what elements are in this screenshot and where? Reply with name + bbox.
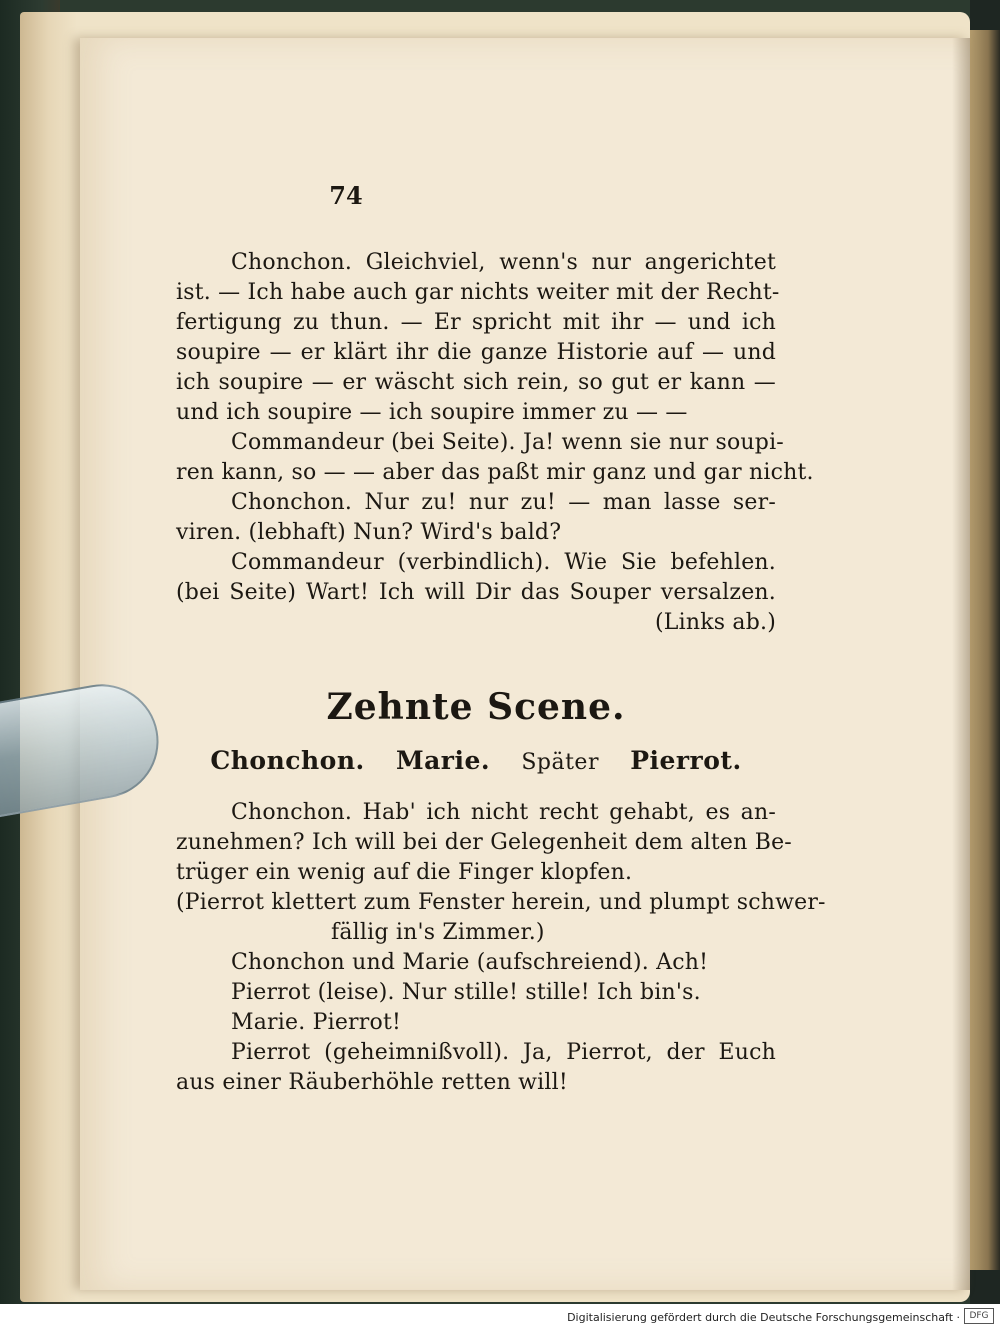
book-spine [970,30,1000,1270]
character-chonchon: Chonchon. [210,746,365,775]
character-pierrot: Pierrot. [630,746,742,775]
text-line-13: Chonchon. Hab' ich nicht recht gehabt, es an- [231,800,776,825]
footer-bar [0,1304,1000,1329]
text-line-4: soupire — er klärt ihr die ganze Historie auf — und [176,340,776,365]
text-line-11: Commandeur (verbindlich). Wie Sie befehlen. [231,550,776,575]
text-line-8: ren kann, so — — aber das paßt mir ganz und gar nicht. [176,460,814,485]
text-line-5: ich soupire — er wäscht sich rein, so gut er kann — [176,370,776,395]
text-line-6: und ich soupire — ich soupire immer zu — — [176,400,688,425]
text-line-14: zunehmen? Ich will bei der Gelegenheit dem alten Be- [176,830,792,855]
character-marie: Marie. [395,746,491,775]
stage-direction-exit: (Links ab.) [655,610,776,635]
text-line-20: Marie. Pierrot! [231,1010,402,1035]
text-line-2: ist. — Ich habe auch gar nichts weiter mit der Recht- [176,280,780,305]
text-line-7: Commandeur (bei Seite). Ja! wenn sie nur soupi- [231,430,784,455]
scene-heading: Zehnte Scene. [326,686,626,728]
text-line-19: Pierrot (leise). Nur stille! stille! Ich bin's. [231,980,701,1005]
later-label: Später [521,750,599,775]
scene-characters [176,746,776,775]
text-line-16: (Pierrot klettert zum Fenster herein, und plumpt schwer- [176,890,826,915]
text-line-12: (bei Seite) Wart! Ich will Dir das Souper versalzen. [176,580,776,605]
text-line-21: Pierrot (geheimnißvoll). Ja, Pierrot, der Euch [231,1040,776,1065]
book-page [80,38,970,1290]
text-line-3: fertigung zu thun. — Er spricht mit ihr — und ich [176,310,776,335]
text-line-1: Chonchon. Gleichviel, wenn's nur angerichtet [231,250,776,275]
text-line-9: Chonchon. Nur zu! nur zu! — man lasse ser- [231,490,776,515]
dfg-logo-icon: DFG [964,1308,994,1324]
text-line-18: Chonchon und Marie (aufschreiend). Ach! [231,950,709,975]
footer-text: Digitalisierung gefördert durch die Deutsche Forschungsgemeinschaft · [567,1311,960,1324]
text-line-17: fällig in's Zimmer.) [331,920,545,945]
text-line-15: trüger ein wenig auf die Finger klopfen. [176,860,633,885]
page-number: 74 [329,181,363,210]
text-line-10: viren. (lebhaft) Nun? Wird's bald? [176,520,562,545]
text-line-22: aus einer Räuberhöhle retten will! [176,1070,568,1095]
